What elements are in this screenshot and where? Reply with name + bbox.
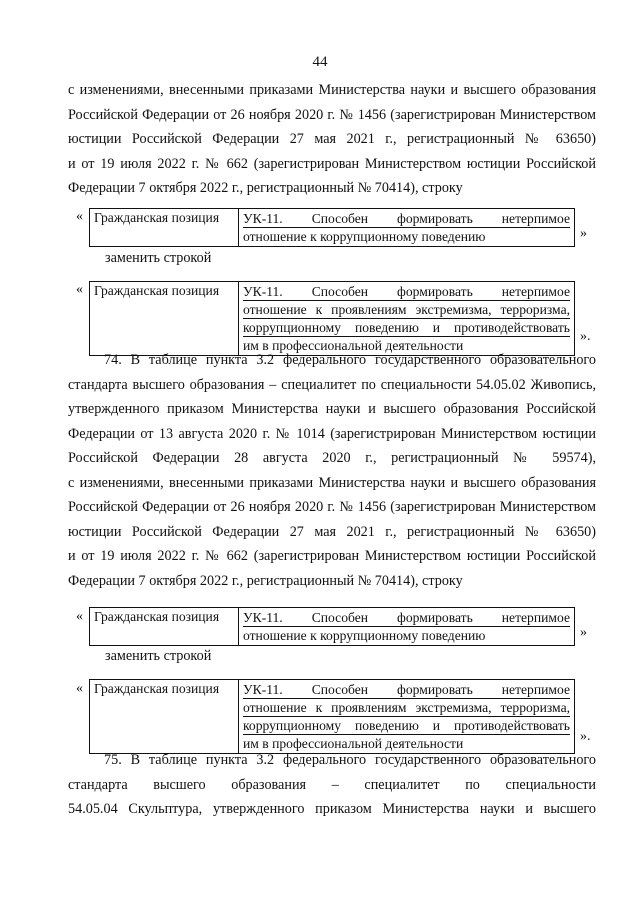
cell-line: коррупционному поведению и противодействовать — [243, 320, 570, 335]
cell-line: отношение к коррупционному поведению — [243, 229, 486, 244]
text-line: стандарта высшего образования – специалитет по специальности — [68, 776, 596, 793]
text-line: Российской Федерации от 26 ноября 2020 г. № 1456 (зарегистрирован Министерством — [68, 499, 596, 515]
paragraph-74 — [68, 348, 596, 593]
cell-line: отношение к проявлениям экстремизма, терроризма, — [243, 302, 570, 317]
quote-close: » — [580, 625, 587, 640]
text-line: 54.05.04 Скульптура, утвержденного приказом Министерства науки и высшего — [68, 801, 596, 817]
replace-label: заменить строкой — [105, 648, 212, 664]
text-line: и от 19 июля 2022 г. № 662 (зарегистрирован Министерством юстиции Российской — [68, 155, 596, 172]
text-line: юстиции Российской Федерации 27 мая 2021 г., регистрационный № 63650) — [68, 523, 596, 540]
quote-close: ». — [580, 729, 591, 744]
table-cell-competence-group: Гражданская позиция — [90, 680, 239, 753]
table-old-row-1 — [89, 208, 575, 247]
quote-open: « — [76, 609, 83, 624]
text-line: Российской Федерации от 26 ноября 2020 г. № 1456 (зарегистрирован Министерством — [68, 106, 596, 123]
table-cell-competence-group: Гражданская позиция — [90, 282, 239, 355]
table-cell-competence-text — [239, 282, 574, 355]
table-cell-competence-group: Гражданская позиция — [90, 209, 239, 246]
text-line: юстиции Российской Федерации 27 мая 2021 г., регистрационный № 63650) — [68, 131, 596, 147]
replace-label: заменить строкой — [105, 250, 212, 266]
cell-line: им в профессиональной деятельности — [243, 338, 464, 353]
text-line: 74. В таблице пункта 3.2 федерального государственного образовательного — [104, 352, 596, 368]
text-line: Федерации 7 октября 2022 г., регистрационный № 70414), строку — [68, 180, 463, 196]
quote-open: « — [76, 282, 83, 297]
table-cell-competence-text — [239, 209, 574, 246]
cell-line: отношение к проявлениям экстремизма, терроризма, — [243, 700, 570, 715]
text-line: Российской Федерации 28 августа 2020 г., регистрационный № 59574), — [68, 450, 596, 466]
text-line: Федерации от 13 августа 2020 г. № 1014 (зарегистрирован Министерством юстиции — [68, 425, 596, 442]
table-cell-competence-text — [239, 608, 574, 645]
text-line: с изменениями, внесенными приказами Министерства науки и высшего образования — [68, 474, 596, 491]
table-cell-competence-group: Гражданская позиция — [90, 608, 239, 645]
cell-line: коррупционному поведению и противодействовать — [243, 718, 570, 733]
table-cell-competence-text — [239, 680, 574, 753]
cell-line: УК-11. Способен формировать нетерпимое — [243, 284, 570, 299]
quote-open: « — [76, 681, 83, 696]
paragraph-continuation — [68, 78, 596, 201]
table-new-row-1 — [89, 281, 575, 356]
text-line: с изменениями, внесенными приказами Министерства науки и высшего образования — [68, 82, 596, 98]
quote-close: » — [580, 226, 587, 241]
text-line: 75. В таблице пункта 3.2 федерального государственного образовательного — [104, 752, 596, 768]
cell-line: отношение к коррупционному поведению — [243, 628, 486, 643]
cell-line: УК-11. Способен формировать нетерпимое — [243, 610, 570, 625]
text-line: стандарта высшего образования – специалитет по специальности 54.05.02 Живопись, — [68, 376, 596, 393]
text-line: Федерации 7 октября 2022 г., регистрационный № 70414), строку — [68, 572, 463, 589]
quote-close: ». — [580, 329, 591, 344]
quote-open: « — [76, 209, 83, 224]
paragraph-75 — [68, 748, 596, 822]
cell-line: им в профессиональной деятельности — [243, 736, 464, 751]
cell-line: УК-11. Способен формировать нетерпимое — [243, 682, 570, 697]
page-number: 44 — [312, 54, 328, 70]
text-line: и от 19 июля 2022 г. № 662 (зарегистрирован Министерством юстиции Российской — [68, 548, 596, 564]
table-old-row-2 — [89, 607, 575, 646]
text-line: утвержденного приказом Министерства науки и высшего образования Российской — [68, 401, 596, 417]
table-new-row-2 — [89, 679, 575, 754]
cell-line: УК-11. Способен формировать нетерпимое — [243, 211, 570, 226]
